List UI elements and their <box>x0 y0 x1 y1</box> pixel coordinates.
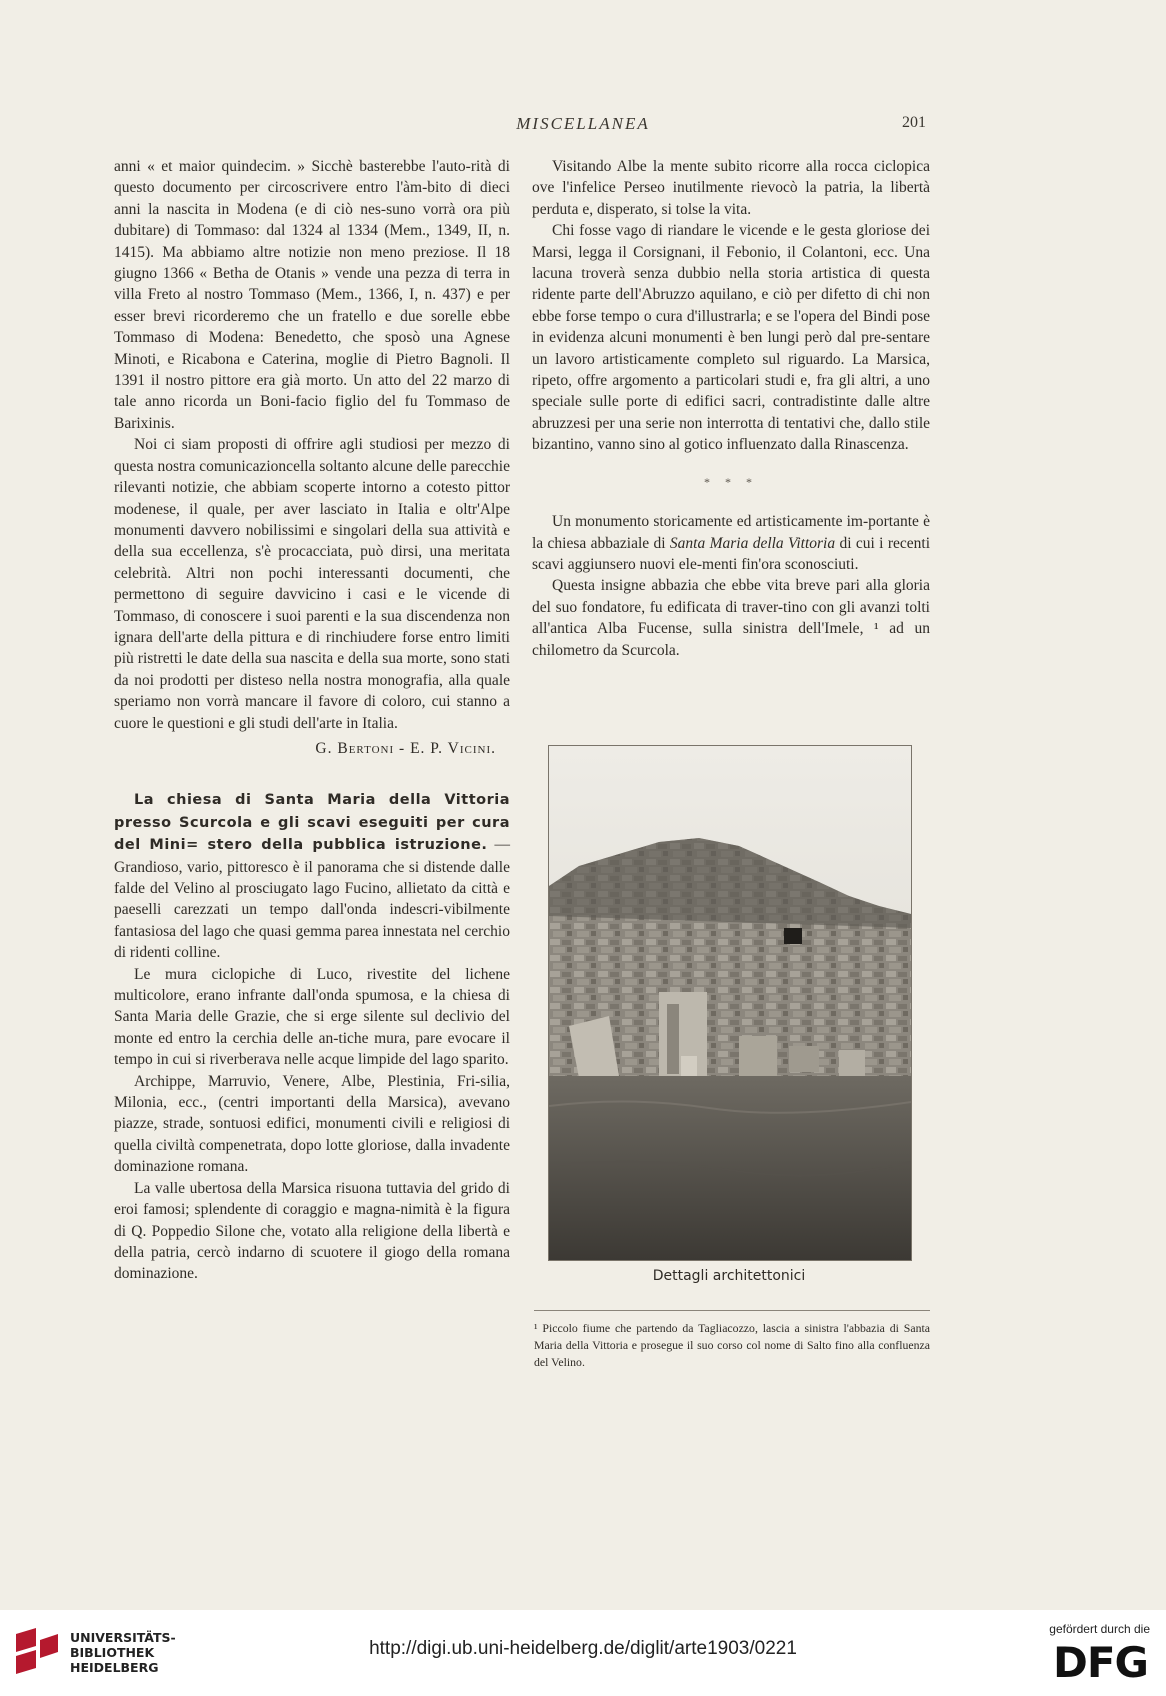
left-column <box>114 156 510 1285</box>
paragraph: Questa insigne abbazia che ebbe vita breve pari alla gloria del suo fondatore, fu edificata di traver-tino con gli avanzi tolti all'antica Alba Fucense, sulla sinistra dell'Imele, ¹ ad un chilometro da Scurcola. <box>532 577 930 659</box>
library-name-line: BIBLIOTHEK <box>70 1645 155 1660</box>
paragraph <box>532 511 930 575</box>
running-head <box>0 114 1166 138</box>
author-signature: G. Bertoni - E. P. Vicini. <box>315 739 496 757</box>
right-column <box>532 156 930 661</box>
ruins-photograph <box>548 745 912 1261</box>
article-text: — Grandioso, vario, pittoresco è il panorama che si distende dalle falde del Velino al prosciugato lago Fucino, allietato da città e paeselli carezzati un tempo dall'onda indescri-vibilmente fantasiosa del lago che quasi gemma parea innestata nel cerchio di ridenti colline. <box>114 836 510 962</box>
paragraph: Le mura ciclopiche di Luco, rivestite del lichene multicolore, erano infrante dall'onda spumosa, e la chiesa di Santa Maria delle Grazie, che si erge silente sul declivio del monte ed entro la cerchia delle an-tiche mura, pare evocare il tempo in cui si riverberava nelle acque limpide del lago sparito. <box>114 965 510 1069</box>
photo-image <box>549 746 911 1260</box>
funding-note: gefördert durch die <box>1049 1622 1150 1636</box>
footnote-divider <box>534 1310 930 1311</box>
italic-title: Santa Maria della Vittoria <box>669 534 836 552</box>
library-name-line: UNIVERSITÄTS- <box>70 1630 176 1645</box>
page-number: 201 <box>902 114 926 131</box>
article-heading: La chiesa di Santa Maria della Vittoria presso Scurcola e gli scavi eseguiti per cura del Mini= stero della pubblica istruzione. <box>114 792 510 854</box>
dfg-logo: DFG <box>1052 1638 1148 1687</box>
paragraph: Noi ci siam proposti di offrire agli studiosi per mezzo di questa nostra comunicazioncella soltanto alcune delle parecchie rilevanti notizie, che abbiam scoperte intorno a cotesto pittor modenese, il quale, per aver lasciato in Italia e oltr'Alpe monumenti davvero nobilissimi e singolari della sua attività e della sua eccellenza, s'è procacciata, può dirsi, una meritata celebrità. Altri non pochi interessanti documenti, che permettono di seguire davvicino i casi e le vicende di Tommaso, di conoscere i suoi parenti e la sua discendenza non ignara dell'arte della pittura e di rinchiudere forse entro limiti più ristretti le date della sua nascita e della sua morte, sono stati da noi prodotti per disteso nella nostra monografia, alla quale speriamo non vorrà mancare il favore di coloro, cui stanno a cuore le questioni e gli studi dell'arte in Italia. <box>114 436 510 732</box>
paragraph: Visitando Albe la mente subito ricorre alla rocca ciclopica ove l'infelice Perseo inutilmente rievocò la patria, la libertà perduta e, disperato, si tolse la vita. <box>532 158 930 218</box>
paragraph: Archippe, Marruvio, Venere, Albe, Plestinia, Fri-silia, Milonia, ecc., (centri importanti della Marsica), avevano piazze, strade, sontuosi edifici, monumenti civili e religiosi di quella civiltà compenetrata, dopo lotte gloriose, dalla invadente dominazione romana. <box>114 1072 510 1176</box>
article-paragraph <box>114 789 510 963</box>
library-name-line: HEIDELBERG <box>70 1660 159 1675</box>
paragraph: Chi fosse vago di riandare le vicende e le gesta gloriose dei Marsi, legga il Corsignani, il Febonio, il Colantoni, ecc. Una lacuna troverà senza dubbio nella storia artistica di questa ridente parte dell'Abruzzo aquilano, e ciò per difetto di chi non ebbe forse tempo o cura d'illustrarla; e se l'opera del Bindi pose in evidenza alcuni monumenti è ben lungi però dal pre-sentare un lavoro artisticamente completo sul riguardo. La Marsica, ripeto, offre argomento a particolari studi e, fra gli altri, a uno speciale sulle porte di edifici sacri, contradistinte dalle altre abruzzesi per una serie non interrotta di tentativi che, dallo stile bizantino, vanno sino al gotico influenzato dalla Rinascenza. <box>532 222 930 454</box>
photo-caption: Dettagli architettonici <box>652 1268 806 1284</box>
paragraph: La valle ubertosa della Marsica risuona tuttavia del grido di eroi famosi; splendente di coraggio e magna-nimità è la figura di Q. Poppedio Silone che, votato alla religione della libertà e della patria, cercò indarno di scuotere il giogo della romana dominazione. <box>114 1179 510 1283</box>
text-span: di cui i recenti scavi aggiunsero nuovi ele-menti fin'ora sconosciuti. <box>532 534 931 573</box>
text-span: Un monumento storicamente ed artisticamente im-portante è la chiesa abbaziale di <box>532 513 930 552</box>
section-separator: * * * <box>704 474 758 489</box>
digitization-footer <box>0 1610 1166 1696</box>
paragraph: anni « et maior quindecim. » Sicchè basterebbe l'auto-rità di questo documento per circoscrivere entro l'àm-bito di dieci anni la nascita in Modena (e di ciò nes-suno vorrà ora più dubitare) di Tommaso: dal 1324 al 1334 (Mem., 1349, II, n. 1415). Ma abbiamo altre notizie non meno preziose. Il 18 giugno 1366 « Betha de Otanis » vende una pezza di terra in villa Freto al nostro Tommaso (Mem., 1366, I, n. 437) e per esser brevi ricorderemo che un fratello e due sorelle ebbe Tommaso di Modena: Benedetto, che sposò una Agnese Minoti, e Ricabona e Caterina, moglie di Pietro Bagnoli. Il 1391 il nostro pittore era già morto. Un atto del 22 marzo di tale anno ricorda un Boni-facio figlio del fu Tommaso de Barixinis. <box>114 158 510 432</box>
footnote: ¹ Piccolo fiume che partendo da Tagliacozzo, lascia a sinistra l'abbazia di Santa Maria della Vittoria e prosegue il suo corso col nome di Salto fino alla confluenza del Velino. <box>534 1321 930 1369</box>
running-title: MISCELLANEA <box>516 114 650 133</box>
permalink-url[interactable]: http://digi.ub.uni-heidelberg.de/diglit/arte1903/0221 <box>369 1638 797 1659</box>
